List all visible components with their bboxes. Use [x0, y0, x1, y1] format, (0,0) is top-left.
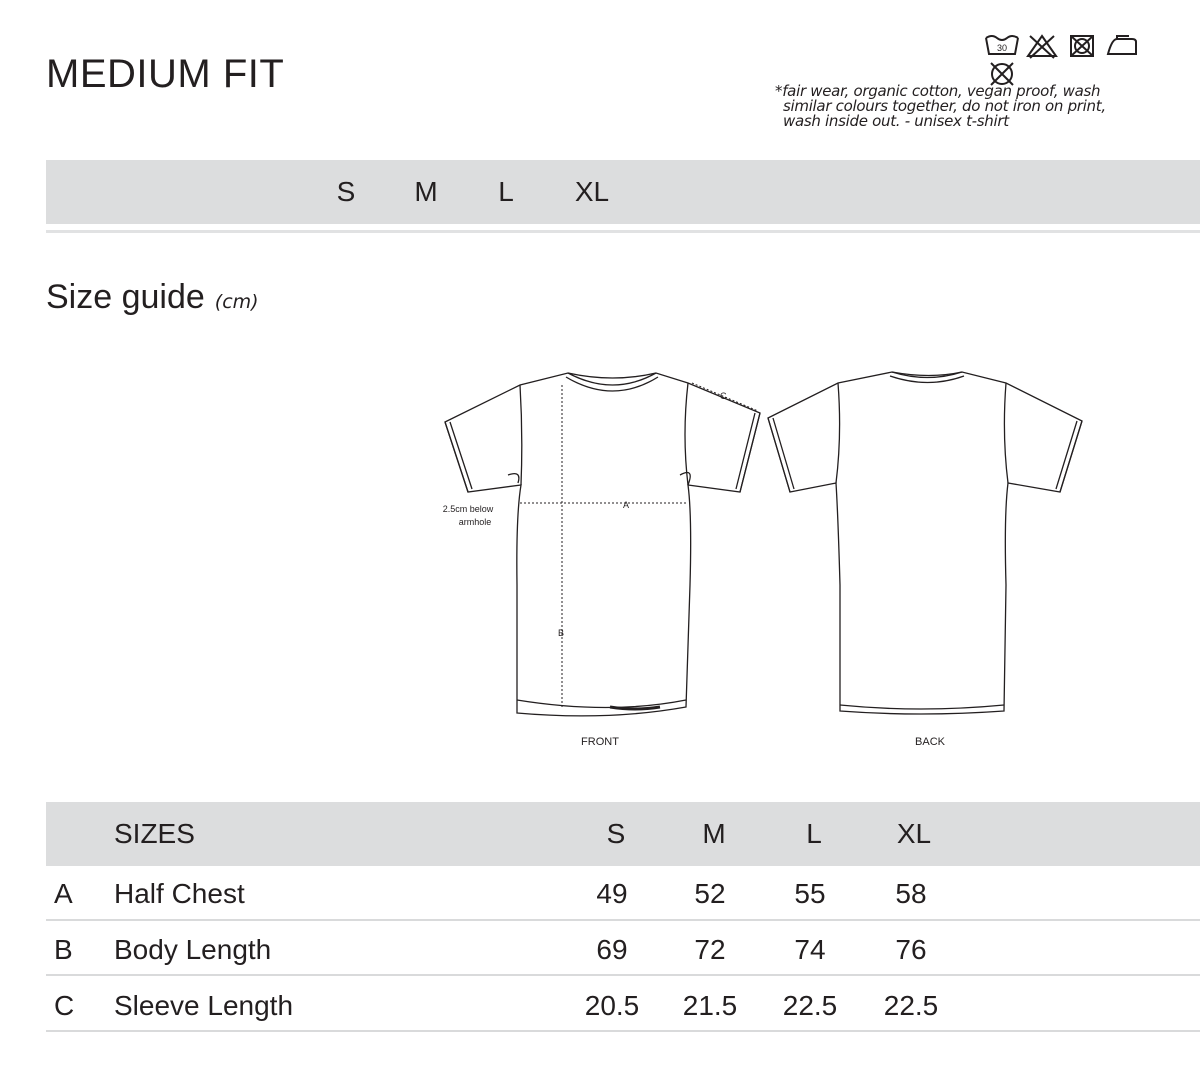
row-label: Half Chest: [114, 878, 245, 909]
value-m: 21.5: [682, 990, 738, 1021]
row-divider: [46, 1030, 1200, 1032]
do-not-tumble-dry-icon: [1065, 32, 1101, 60]
value-l: 55: [794, 878, 826, 909]
value-s: 69: [596, 934, 628, 965]
value-l: 74: [794, 934, 826, 965]
row-divider: [46, 974, 1200, 976]
value-m: 72: [694, 934, 726, 965]
tshirt-diagram: [420, 355, 1110, 755]
row-label: Sleeve Length: [114, 990, 294, 1021]
value-l: 22.5: [782, 990, 838, 1021]
column-header-s: S: [606, 818, 626, 849]
front-label: FRONT: [581, 736, 619, 748]
size-option-l[interactable]: L: [498, 176, 514, 207]
size-table-header: [46, 802, 1200, 866]
row-label: Body Length: [114, 934, 272, 965]
size-guide-title: [46, 278, 259, 317]
value-m: 52: [694, 878, 726, 909]
row-key: B: [54, 934, 73, 965]
row-divider: [46, 919, 1200, 921]
table-row-sleeve-length: [46, 978, 1200, 1034]
size-guide-unit: (cm): [214, 291, 259, 313]
row-key: A: [54, 878, 73, 909]
care-note: [775, 84, 1185, 129]
table-row-body-length: [46, 922, 1200, 978]
value-xl: 58: [895, 878, 927, 909]
care-note-line: similar colours together, do not iron on print,: [783, 97, 1106, 115]
row-key: C: [54, 990, 75, 1021]
wash-30-icon: [984, 32, 1020, 60]
column-header-m: M: [702, 818, 726, 849]
table-row-half-chest: [46, 866, 1200, 922]
value-s: 20.5: [584, 990, 640, 1021]
size-guide-label: Size guide: [46, 278, 205, 316]
column-header-l: L: [806, 818, 822, 849]
care-note-line: wash inside out. - unisex t-shirt: [783, 112, 1009, 130]
marker-b: B: [558, 628, 565, 638]
armhole-note-line2: armhole: [458, 517, 492, 527]
care-note-line: *fair wear, organic cotton, vegan proof, wash: [775, 82, 1101, 100]
size-bar: [46, 160, 1200, 224]
size-option-xl[interactable]: XL: [574, 176, 610, 207]
size-option-s[interactable]: S: [336, 176, 356, 207]
iron-icon: [1105, 32, 1141, 60]
marker-a: A: [623, 500, 630, 510]
marker-c: C: [720, 391, 727, 401]
care-icons: [984, 32, 1180, 60]
front-tshirt: [442, 373, 760, 716]
back-tshirt: [768, 372, 1082, 714]
svg-text:30: 30: [996, 43, 1008, 53]
back-label: BACK: [915, 736, 945, 748]
divider: [46, 230, 1200, 233]
column-header-xl: XL: [896, 818, 932, 849]
armhole-note-line1: 2.5cm below: [442, 504, 494, 514]
sizes-header-label: SIZES: [114, 818, 195, 849]
value-xl: 22.5: [883, 990, 939, 1021]
value-s: 49: [596, 878, 628, 909]
size-option-m[interactable]: M: [414, 176, 438, 207]
value-xl: 76: [895, 934, 927, 965]
front-measure-guides: [520, 383, 758, 707]
page-title: MEDIUM FIT: [46, 52, 285, 96]
do-not-bleach-icon: [1024, 32, 1060, 60]
